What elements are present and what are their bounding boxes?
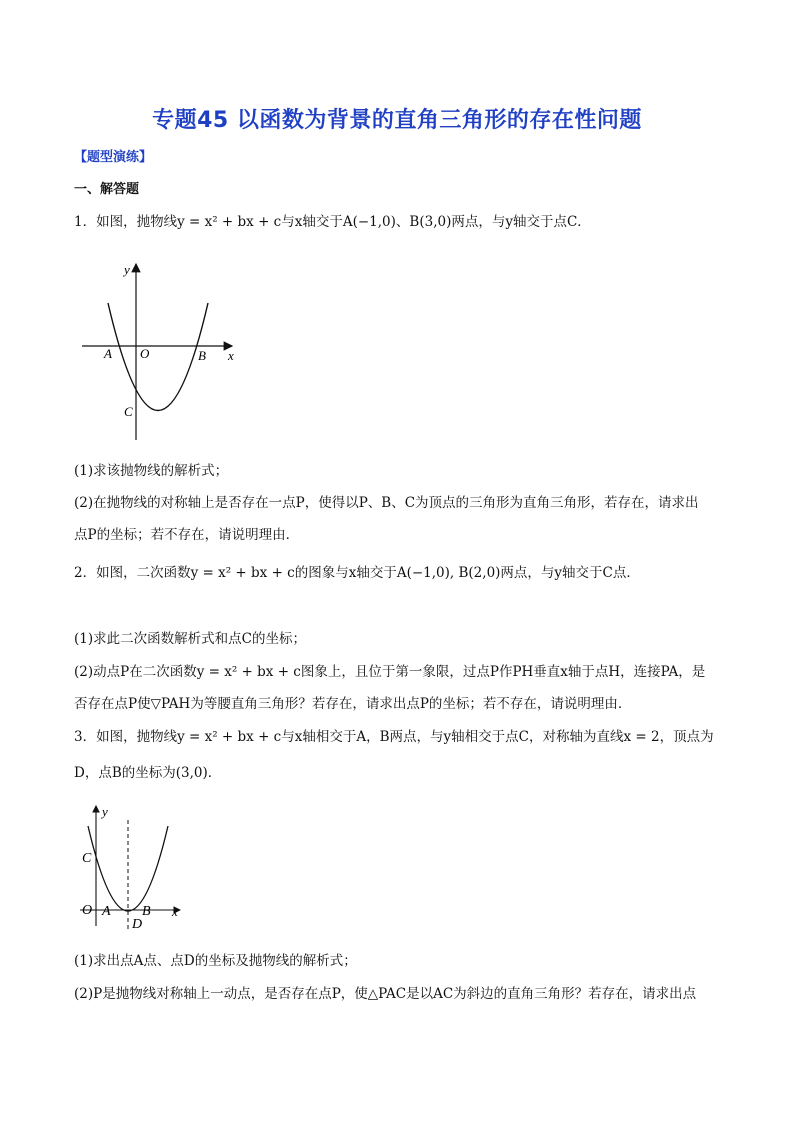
page-title: 专题45 以函数为背景的直角三角形的存在性问题 — [152, 108, 642, 133]
q1-label-y: y — [124, 262, 130, 277]
q1-part2-line2: 点P的坐标；若不存在，请说明理由． — [74, 527, 300, 543]
q3-label-b: B — [142, 904, 151, 919]
section-heading: 一、解答题 — [74, 182, 140, 197]
q3-stem-line2: D，点B的坐标为(3,0)． — [74, 765, 222, 781]
q3-label-d: D — [132, 917, 143, 932]
q3-label-y: y — [102, 804, 108, 819]
q3-label-x: x — [172, 904, 178, 919]
q1-label-x: x — [228, 348, 234, 363]
q3-part2: (2)P是抛物线对称轴上一动点，是否存在点P，使△PAC是以AC为斜边的直角三角形？若存在，请求出点 — [74, 986, 697, 1002]
q1-part2-line1: (2)在抛物线的对称轴上是否存在一点P，使得以P、B、C为顶点的三角形为直角三角形，若存在，请求出 — [74, 495, 699, 511]
q1-label-a: A — [104, 346, 112, 361]
q3-label-a: A — [102, 904, 111, 919]
q3-figure — [76, 798, 186, 933]
q3-stem-line1: 3．如图，抛物线y = x² + bx + c与x轴相交于A，B两点，与y轴相交于点C，对称轴为直线x = 2，顶点为 — [74, 729, 714, 745]
q2-stem: 2．如图，二次函数y = x² + bx + c的图象与x轴交于A(−1,0), B(2,0)两点，与y轴交于C点． — [74, 565, 640, 581]
q1-label-o: O — [140, 346, 150, 361]
q1-label-c: C — [124, 404, 133, 419]
q2-part2-line1: (2)动点P在二次函数y = x² + bx + c图象上，且位于第一象限，过点P作PH垂直x轴于点H，连接PA，是 — [74, 664, 706, 680]
q1-parabola — [108, 303, 208, 411]
q3-label-o: O — [82, 903, 93, 918]
q1-stem: 1．如图，抛物线y = x² + bx + c与x轴交于A(−1,0)、B(3,0)两点，与y轴交于点C． — [74, 214, 591, 230]
q2-part1: (1)求此二次函数解析式和点C的坐标； — [74, 631, 306, 647]
q1-figure — [74, 258, 244, 448]
section-tag: 【题型演练】 — [74, 150, 153, 165]
q3-label-c: C — [82, 851, 92, 866]
q3-part1: (1)求出点A点、点D的坐标及抛物线的解析式； — [74, 953, 357, 969]
q2-part2-line2: 否存在点P使▽PAH为等腰直角三角形？若存在，请求出点P的坐标；若不存在，请说明理由． — [74, 696, 632, 712]
q1-label-b: B — [198, 348, 206, 363]
q1-part1: (1)求该抛物线的解析式； — [74, 463, 229, 479]
